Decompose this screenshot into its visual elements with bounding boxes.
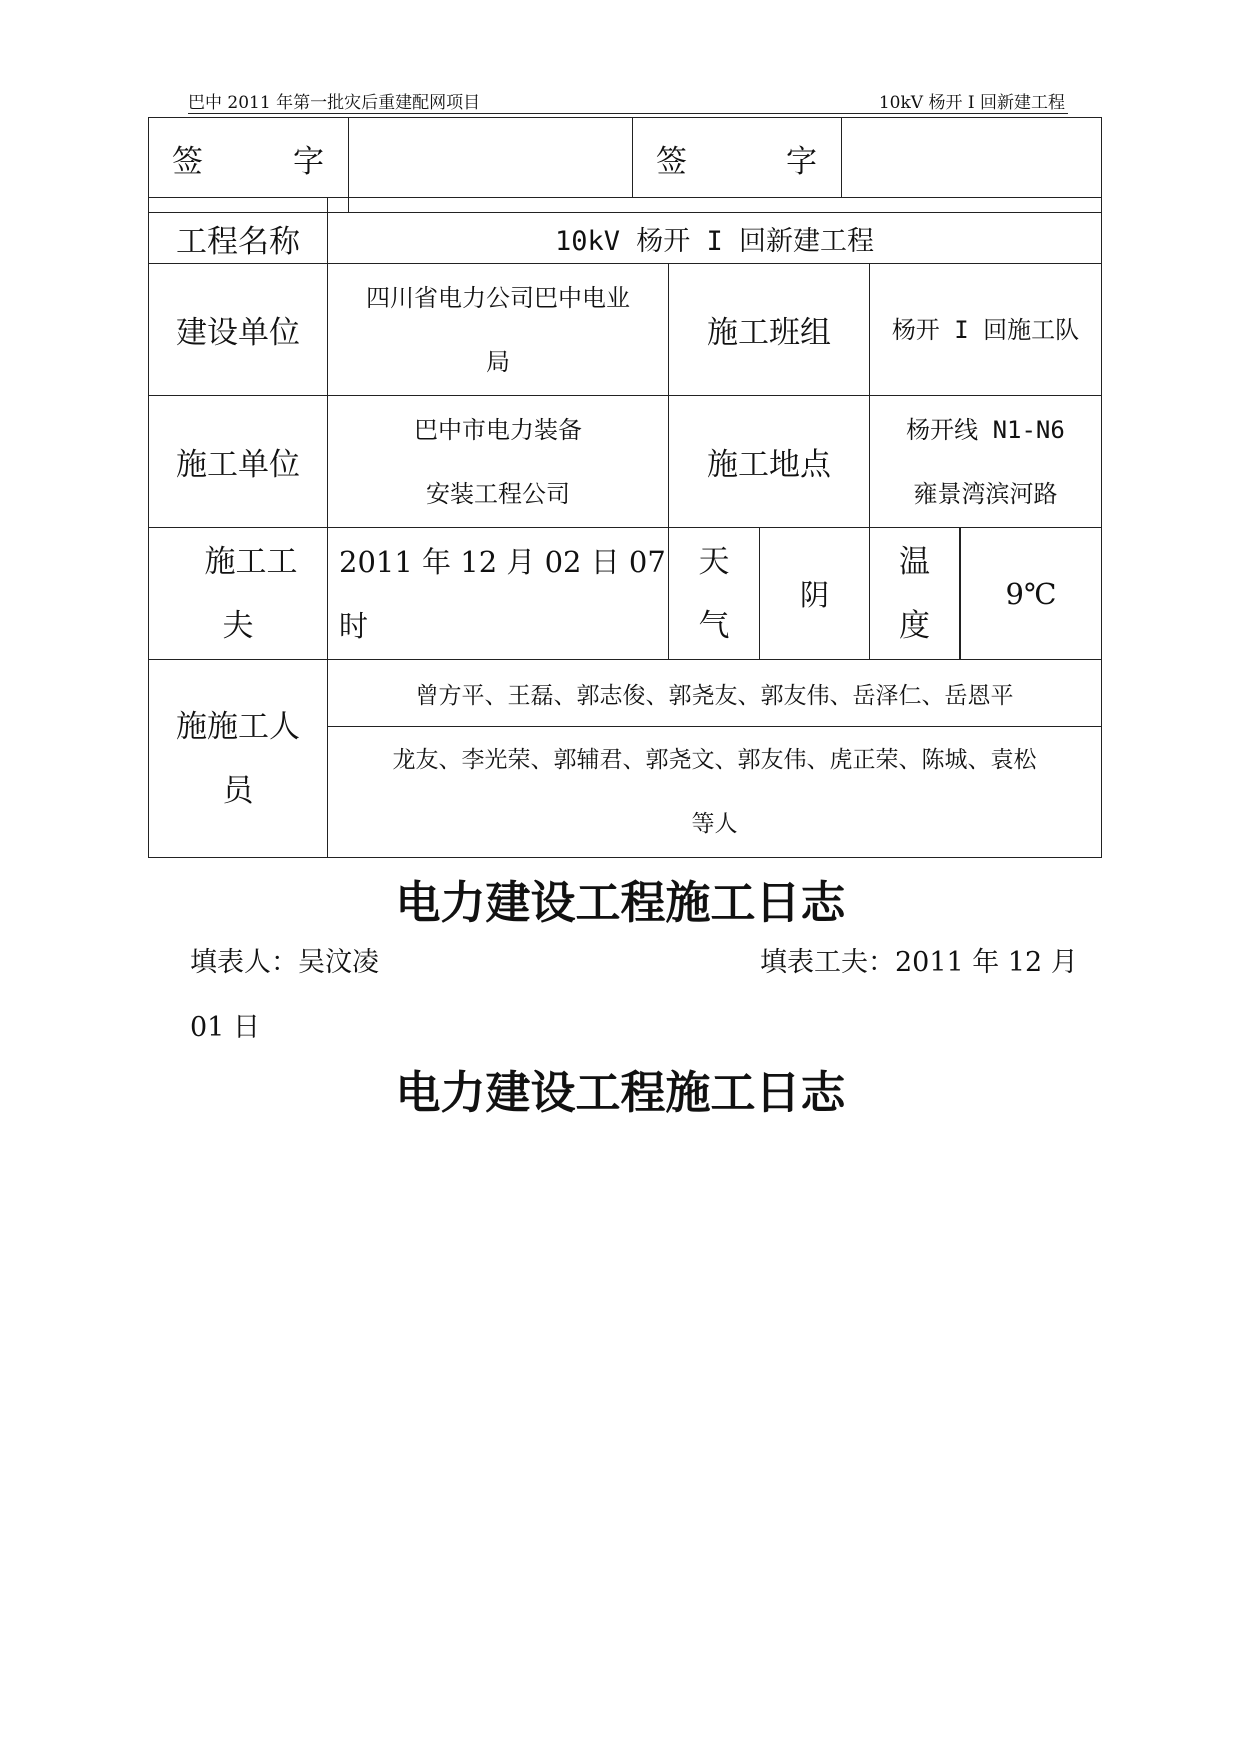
staff-label: 施施工人 员 [176, 708, 300, 809]
location-label: 施工地点 [707, 447, 831, 483]
staff-list-line2: 龙友、李光荣、郭辅君、郭尧文、郭友伟、虎正荣、陈城、袁松 等人 [392, 747, 1037, 837]
construction-unit-label: 施工单位 [176, 447, 300, 483]
work-time-label: 施工工 夫 [204, 543, 298, 644]
project-name-label: 工程名称 [176, 223, 300, 260]
header-rule [188, 113, 1068, 114]
signature-field-left[interactable] [350, 120, 630, 196]
signature-label-left: 签 字 [172, 143, 324, 180]
header-work-name: 10kV 杨开 I 回新建工程 [878, 93, 1065, 113]
build-unit-value: 四川省电力公司巴中电业 局 [366, 283, 630, 376]
staff-list-line1: 曾方平、王磊、郭志俊、郭尧友、郭友伟、岳泽仁、岳恩平 [415, 682, 1014, 709]
filler-name: 填表人：吴汶凌 [190, 947, 379, 978]
temperature-label: 温 度 [899, 543, 930, 644]
signature-label-right: 签 字 [656, 143, 817, 180]
team-value: 杨开 I 回施工队 [891, 315, 1080, 344]
weather-value: 阴 [799, 578, 829, 612]
location-value: 杨开线 N1-N6 雍景湾滨河路 [906, 415, 1065, 508]
page-title: 电力建设工程施工日志 [395, 876, 846, 929]
page-title-repeat: 电力建设工程施工日志 [395, 1066, 846, 1119]
project-name-value: 10kV 杨开 I 回新建工程 [554, 225, 875, 257]
team-label: 施工班组 [707, 315, 831, 351]
work-time-value: 2011 年 12 月 02 日 07 时 [339, 544, 666, 643]
filler-date-tail: 01 日 [190, 1012, 260, 1043]
filler-date: 填表工夫：2011 年 12 月 [760, 947, 1078, 978]
weather-label: 天 气 [698, 543, 730, 644]
build-unit-label: 建设单位 [176, 315, 300, 351]
construction-unit-value: 巴中市电力装备 安装工程公司 [414, 415, 582, 508]
signature-field-right[interactable] [843, 120, 1100, 196]
temperature-value: 9℃ [1005, 576, 1057, 611]
header-project: 巴中 2011 年第一批灾后重建配网项目 [188, 93, 481, 113]
